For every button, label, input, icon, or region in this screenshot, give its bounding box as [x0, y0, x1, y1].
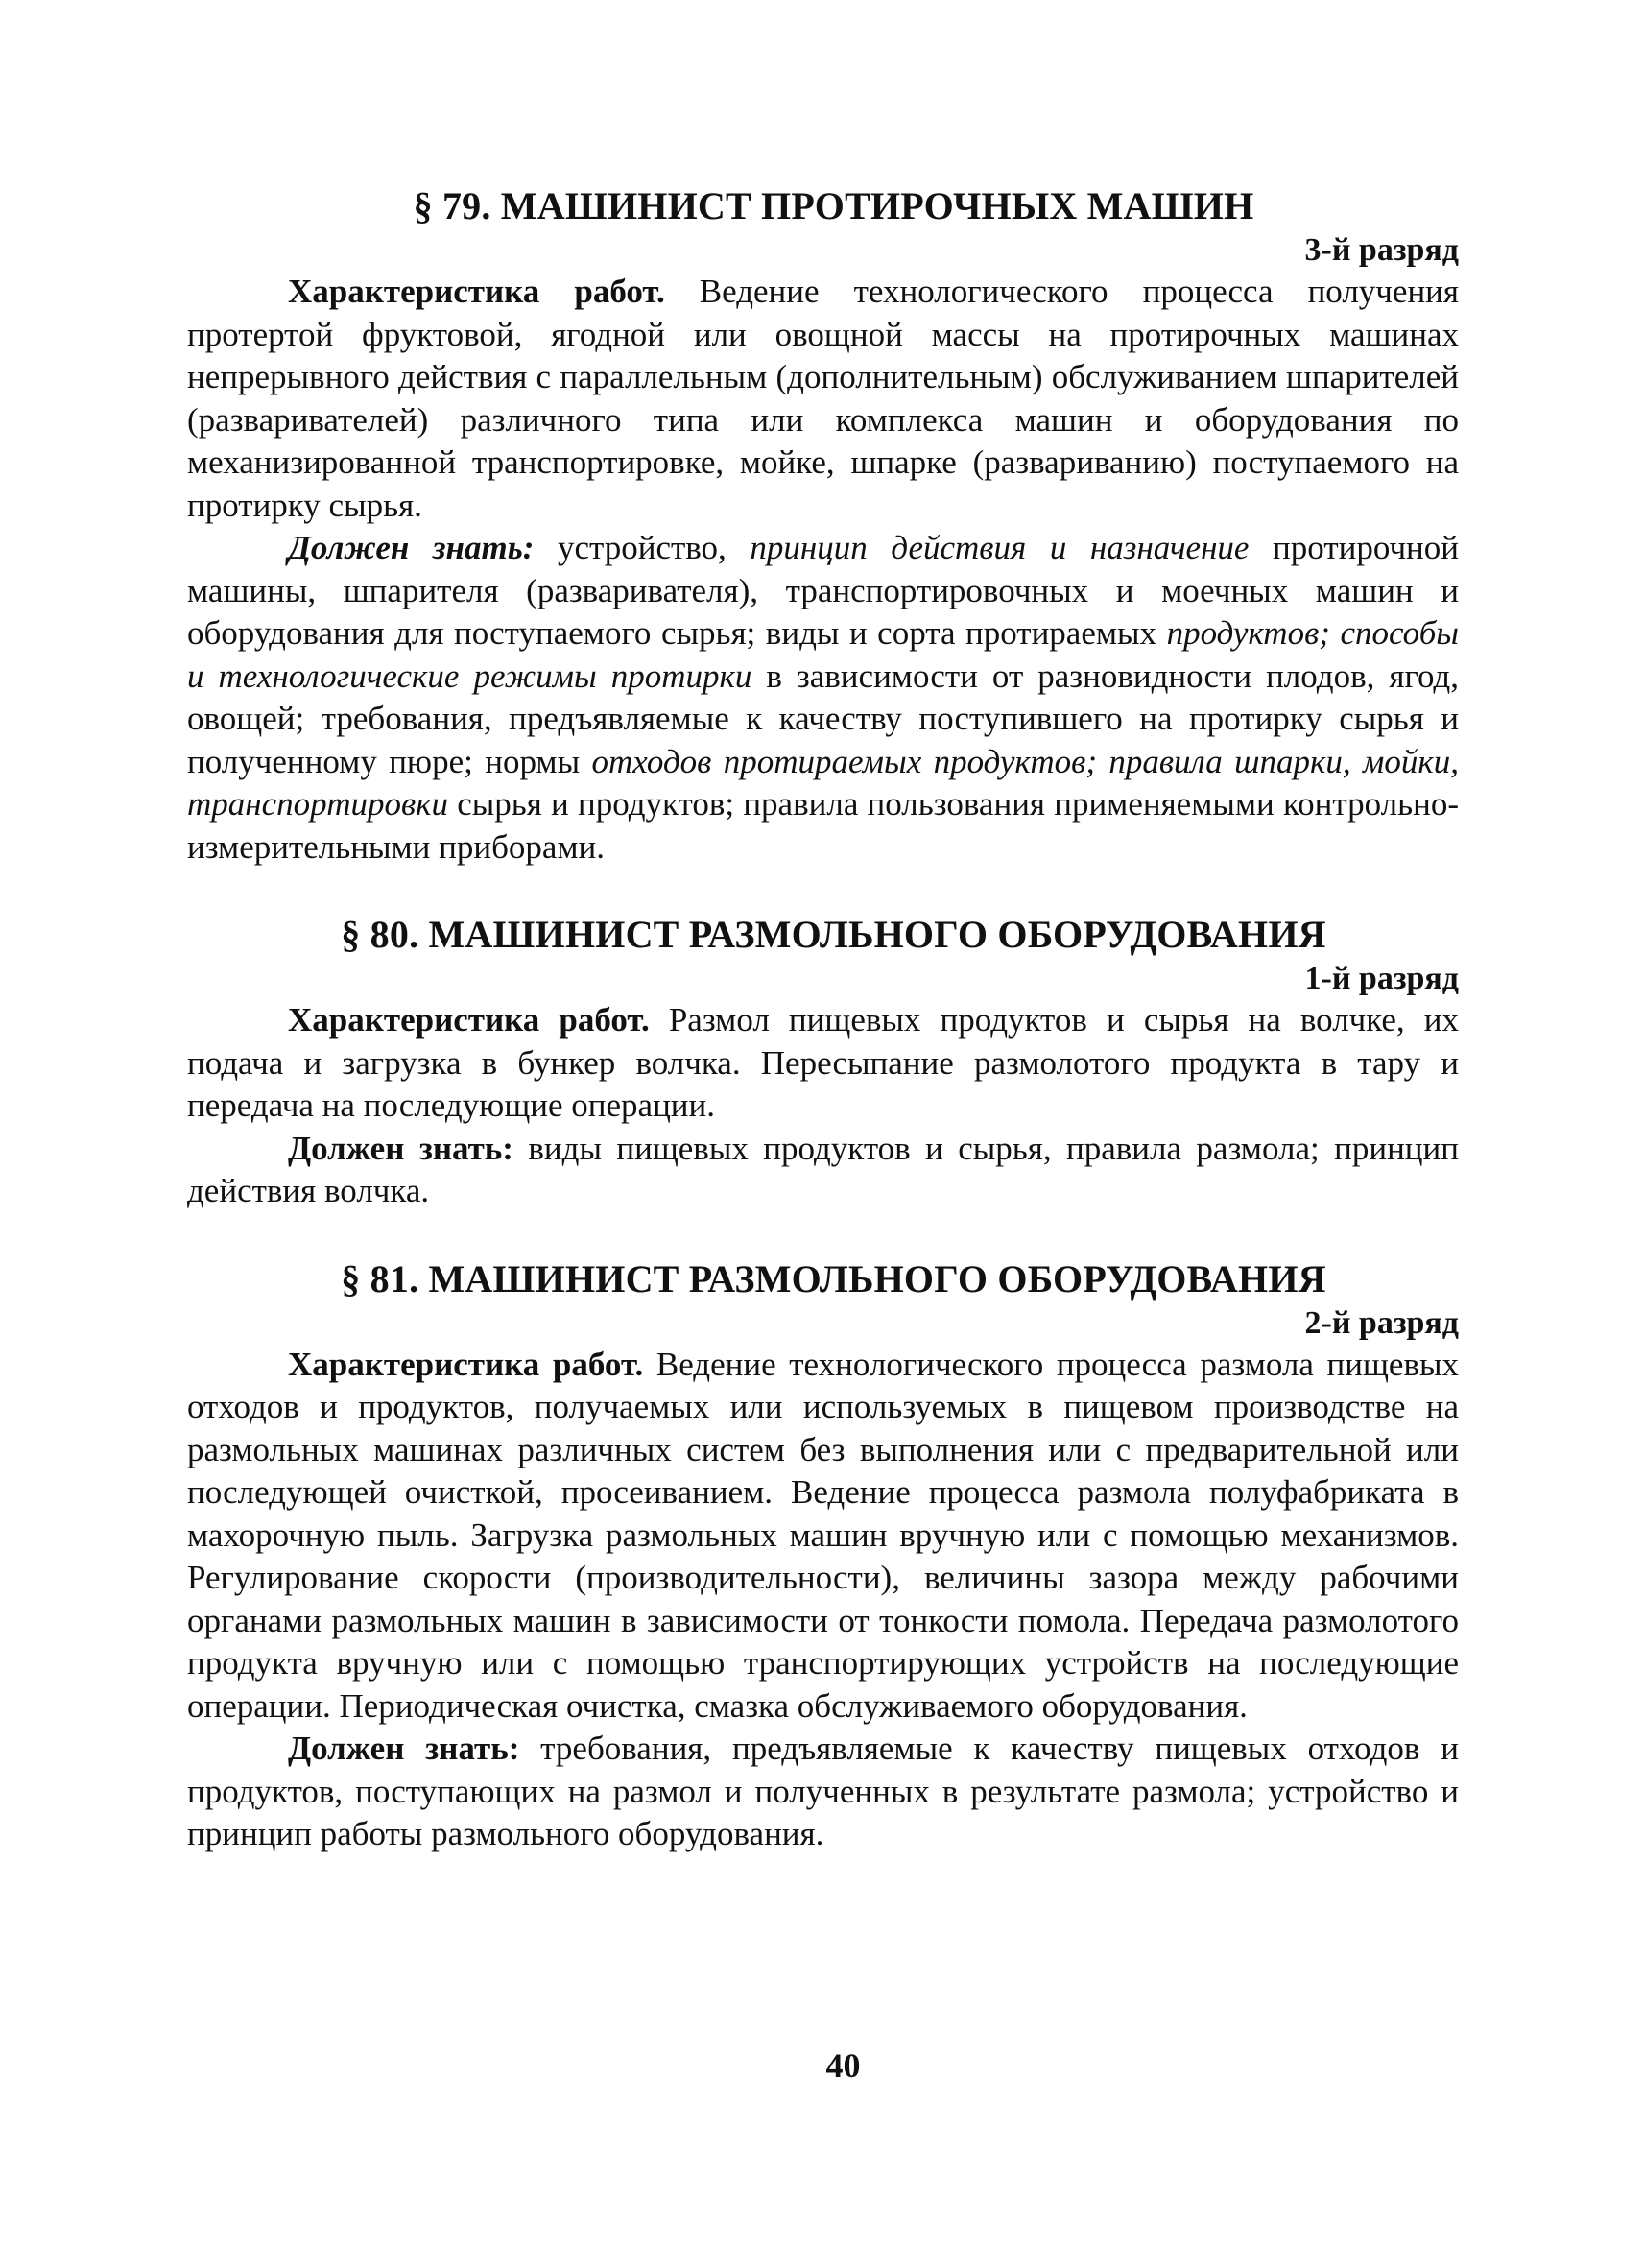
knowledge-label: Должен знать:: [288, 1730, 520, 1767]
grade-label: 1-й разряд: [1304, 961, 1459, 996]
knowledge-text: требования, предъявляемые к качеству пищевых отходов и продуктов, поступающих на размол и полученных в результате размола; устройство и принцип работы размольного оборудования.: [187, 1730, 1459, 1852]
characteristic-text: Ведение технологического процесса получения протертой фруктовой, ягодной или овощной массы на протирочных машинах непрерывного действия с параллельным (дополнительным) обслуживанием шпарителей (разваривателей) различного типа или комплекса машин и оборудования по механизированной транспортировке, мойке, шпарке (развариванию) поступаемого на протирку сырья.: [187, 273, 1459, 524]
section-title: § 79. МАШИНИСТ ПРОТИРОЧНЫХ МАШИН: [413, 184, 1254, 227]
knowledge-text-part: устройство,: [534, 529, 751, 566]
grade-label: 2-й разряд: [1304, 1304, 1459, 1341]
characteristic-paragraph: [187, 999, 1459, 1128]
knowledge-text-italic: принцип действия и назначение: [750, 529, 1250, 566]
section-81: [187, 1255, 1459, 1856]
knowledge-paragraph: [187, 1128, 1459, 1213]
knowledge-paragraph: [187, 1728, 1459, 1856]
characteristic-label: Характеристика работ.: [288, 273, 665, 310]
knowledge-text-italic: продуктов; способы и технологические режимы протирки: [187, 614, 1459, 695]
section-80: [187, 911, 1459, 1213]
characteristic-text: Размол пищевых продуктов и сырья на волчке, их подача и загрузка в бункер волчка. Пересыпание размолотого продукта в тару и передача на последующие операции.: [187, 1001, 1459, 1124]
characteristic-label: Характеристика работ.: [288, 1001, 650, 1039]
knowledge-text-part: сырья и продуктов; правила пользования применяемыми контрольно-измерительными приборами.: [187, 785, 1459, 866]
knowledge-label: Должен знать:: [288, 529, 535, 566]
page-number: 40: [825, 2046, 861, 2085]
grade-label: 3-й разряд: [1304, 232, 1459, 268]
section-title: § 81. МАШИНИСТ РАЗМОЛЬНОГО ОБОРУДОВАНИЯ: [341, 1256, 1326, 1301]
knowledge-label: Должен знать:: [288, 1129, 513, 1167]
characteristic-text: Ведение технологического процесса размола пищевых отходов и продуктов, получаемых или используемых в пищевом производстве на размольных машинах различных систем без выполнения или с предварительной или последующей очисткой, просеиванием. Ведение процесса размола полуфабриката в махорочную пыль. Загрузка размольных машин вручную или с помощью механизмов. Регулирование скорости (производительности), величины зазора между рабочими органами размольных машин в зависимости от тонкости помола. Передача размолотого продукта вручную или с помощью транспортирующих устройств на последующие операции. Периодическая очистка, смазка обслуживаемого оборудования.: [187, 1345, 1459, 1725]
characteristic-paragraph: [187, 271, 1459, 527]
knowledge-paragraph: [187, 527, 1459, 869]
knowledge-text-italic: отходов протираемых продуктов; правила шпарки, мойки, транспортировки: [187, 742, 1459, 823]
knowledge-text-part: в зависимости от разновидности плодов, ягод, овощей; требования, предъявляемые к качеству поступившего на протирку сырья и полученному пюре; нормы: [187, 657, 1459, 780]
knowledge-text-part: протирочной машины, шпарителя (разваривателя), транспортировочных и моечных машин и оборудования для поступаемого сырья; виды и сорта протираемых: [187, 529, 1460, 652]
document-page: [187, 182, 1459, 1856]
characteristic-label: Характеристика работ.: [288, 1345, 644, 1383]
characteristic-paragraph: [187, 1344, 1459, 1729]
section-79: [187, 182, 1459, 869]
section-title: § 80. МАШИНИСТ РАЗМОЛЬНОГО ОБОРУДОВАНИЯ: [341, 913, 1326, 956]
knowledge-text: виды пищевых продуктов и сырья, правила размола; принцип действия волчка.: [187, 1129, 1459, 1209]
